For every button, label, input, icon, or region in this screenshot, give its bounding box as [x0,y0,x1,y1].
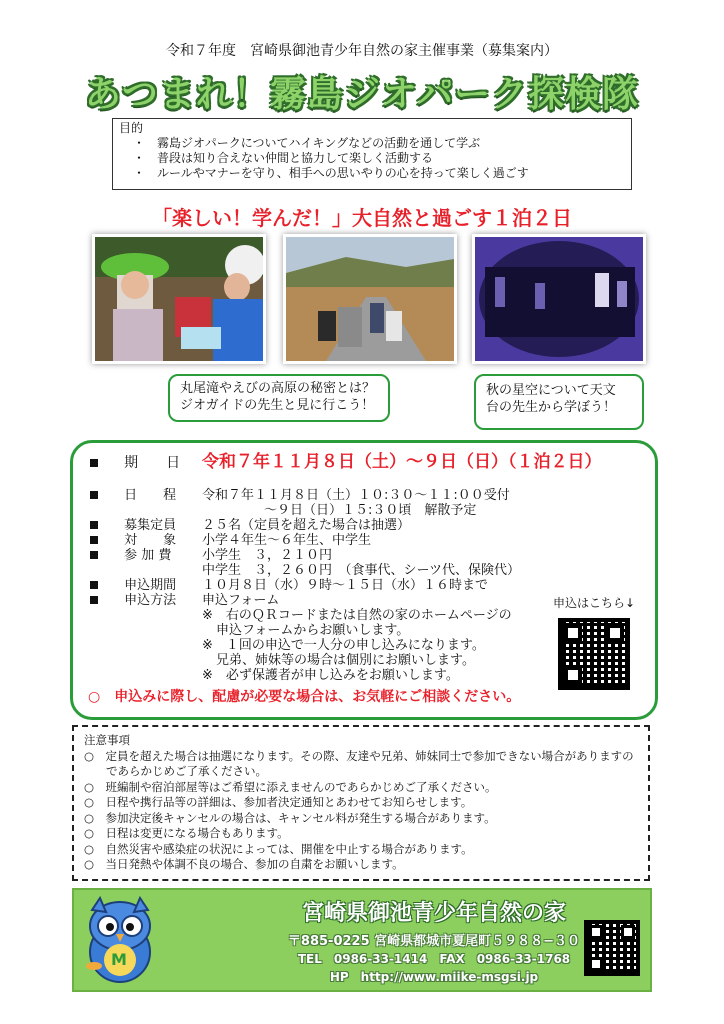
period-row [90,456,200,471]
apply-method-label: 申込方法 [124,593,177,608]
target-label: 対 象 [124,533,177,548]
footer-qr-code[interactable] [584,920,640,976]
bullet-square-icon [90,459,98,467]
footer-contact [72,888,652,992]
qr-finder-icon [621,925,635,939]
footer-phone: TEL 0986-33-1414 FAX 0986-33-1768 [297,952,571,966]
apply-note: ※ １回の申込で一人分の申し込みになります。 [202,638,485,653]
caution-item: ○ 班編制や宿泊部屋等はご希望に添えませんのであらかじめご了承ください。 [84,779,497,794]
schedule-row [90,488,200,503]
period-label: 期 日 [124,455,181,471]
qr-finder-icon [606,624,624,642]
apply-period-label: 申込期間 [124,578,177,593]
apply-note: 申込フォームからお願いします。 [216,623,410,638]
target-row [90,533,200,548]
qr-finder-icon [564,624,582,642]
apply-method-value: 申込フォーム [202,593,280,608]
consult-notice: ○ 申込みに際し、配慮が必要な場合は、お気軽にご相談ください。 [88,689,521,705]
bullet-square-icon [90,581,98,589]
fee-line-1: 小学生 ３，２１０円 [202,548,333,563]
bubble-line: ジオガイドの先生と見に行こう！ [180,398,375,413]
apply-method-row [90,593,200,608]
period-value: 令和７年１１月８日（土）〜９日（日）（１泊２日） [202,452,602,472]
caution-item: ○ 自然災害や感染症の状況によっては、開催を中止する場合があります。 [84,841,473,856]
speech-bubble-stars [474,374,644,430]
footer-address: 〒885-0225 宮崎県都城市夏尾町５９８８−３０ [287,934,581,949]
footer-organization-name: 宮崎県御池青少年自然の家 [301,901,566,926]
footer-url[interactable]: HP http://www.miike-msgsi.jp [329,970,539,984]
caution-heading: 注意事項 [84,733,130,747]
tagline: 「楽しい！学んだ！」大自然と過ごす１泊２日 [152,206,572,230]
owl-mascot-icon [80,896,160,986]
purpose-heading: 目的 [119,121,144,135]
bubble-line: 台の先生から学ぼう！ [486,400,617,415]
photo-night-sky [472,234,646,364]
mascot-letter: M [111,950,127,969]
apply-period-row [90,578,200,593]
purpose-item: ・ 普段は知り合えない仲間と協力して楽しく活動する [119,151,625,166]
fee-line-2: 中学生 ３，２６０円 （食事代、シーツ代、保険代） [202,563,520,578]
bullet-square-icon [90,536,98,544]
bullet-square-icon [90,521,98,529]
apply-note: ※ 必ず保護者が申し込みをお願いします。 [202,668,459,683]
purpose-item: ・ ルールやマナーを守り、相手への思いやりの心を持って楽しく過ごす [119,166,625,181]
bubble-line: 秋の星空について天文 [486,383,616,398]
schedule-line-2: 〜９日（日）１５:３０頃 解散予定 [264,503,477,518]
purpose-box [112,118,632,190]
caution-box [72,725,650,881]
purpose-item: ・ 霧島ジオパークについてハイキングなどの活動を通して学ぶ [119,136,625,151]
schedule-line-1: 令和７年１１月８日（土）１０:３０〜１１:００受付 [202,488,510,503]
schedule-label: 日 程 [124,488,177,503]
bullet-square-icon [90,551,98,559]
caution-item: ○ 参加決定後キャンセルの場合は、キャンセル料が発生する場合があります。 [84,810,496,825]
apply-note: 兄弟、姉妹等の場合は個別にお願いします。 [216,653,475,668]
target-value: 小学４年生〜６年生、中学生 [202,533,372,548]
bullet-square-icon [90,596,98,604]
caution-item: ○ 定員を超えた場合は抽選になります。その際、友達や兄弟、姉妹同士で参加できない場合がありますのであらかじめご了承ください。 [84,748,634,778]
fee-label: 参 加 費 [124,548,172,563]
caution-item: ○ 日程は変更になる場合もあります。 [84,826,289,840]
caution-item: ○ 当日発熱や体調不良の場合、参加の自粛をお願いします。 [84,857,404,871]
capacity-label: 募集定員 [124,518,177,533]
qr-finder-icon [589,925,603,939]
apply-period-value: １０月８日（水）９時〜１５日（水）１６時まで [202,578,489,593]
qr-label: 申込はこちら↓ [553,596,636,610]
page-title: あつまれ！霧島ジオパーク探検隊 [84,74,640,115]
caution-item: ○ 日程や携行品等の詳細は、参加者決定通知とあわせてお知らせします。 [84,795,473,809]
bubble-line: 丸尾滝やえびの高原の秘密とは？ [180,381,376,396]
photo-trail-walk [283,234,457,364]
header-subtitle: 令和７年度 宮崎県御池青少年自然の家主催事業（募集案内） [166,43,558,59]
fee-row [90,548,200,563]
speech-bubble-geo [168,374,390,422]
qr-finder-icon [564,666,582,684]
apply-note: ※ 右のＱＲコードまたは自然の家のホームページの [202,608,512,623]
qr-finder-icon [589,957,603,971]
application-qr-code[interactable] [558,618,630,690]
photo-hiking-group [92,234,266,364]
bullet-square-icon [90,491,98,499]
capacity-row [90,518,200,533]
capacity-value: ２５名（定員を超えた場合は抽選） [202,518,411,533]
